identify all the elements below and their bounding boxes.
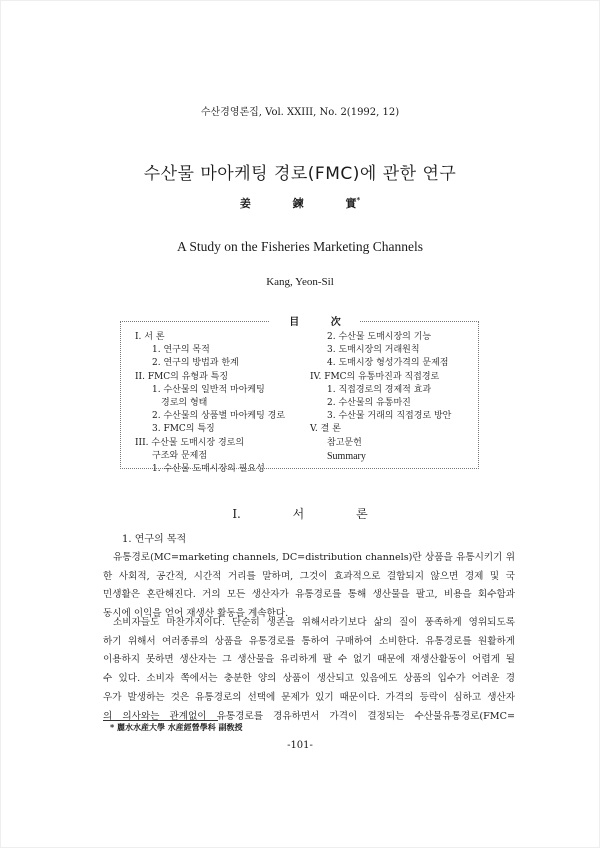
toc-item: 3. 수산물 거래의 직접경로 방안 [327,411,452,422]
author-affiliation-footnote: * 麗水水産大學 水産經營學科 副敎授 [110,722,243,732]
toc-item: 2. 수산물의 유통마진 [327,398,411,409]
toc-item: 3. FMC의 특징 [152,424,215,435]
toc-item: 2. 연구의 방법과 한계 [152,358,239,369]
toc-item: 경로의 형태 [161,398,208,409]
text-line: 유통경로(MC=marketing channels, DC=distribution channels)란 상품을 유통시키기 위 [113,552,515,563]
text-line: 동시에 이익을 얻어 재생산 활동을 계속한다. [103,608,289,620]
toc-item: 3. 도매시장의 거래원칙 [327,345,420,356]
toc-right-column [310,331,451,463]
paper-title-korean: 수산물 마아케팅 경로(FMC)에 관한 연구 [143,164,457,184]
author-english: Kang, Yeon-Sil [266,276,334,288]
toc-item: I. 서 론 [135,332,165,342]
text-line: 이용하지 못하면 생산자는 그 생산물을 유리하게 팔 수 없기 때문에 재생산활동이 어렵게 될 [103,654,515,666]
toc-item: III. 수산물 도매시장 경로의 [135,437,245,448]
toc-item: Summary [327,450,366,462]
toc-item: II. FMC의 유형과 특징 [135,371,229,382]
text-line: 의 의사와는 관계없이 유통경로를 경유하면서 가격이 결정되는 수산물유통경로(FMC= [103,710,515,722]
toc-item: 2. 수산물 도매시장의 기능 [327,332,432,342]
text-line: 수 있다. 소비자 쪽에서는 충분한 양의 상품이 생산되고 있음에도 상품의 입수가 어려운 경 [103,673,515,685]
page-number: -101- [287,740,313,751]
text-line: 민생활은 혼란해진다. 거의 모든 생산자가 유통경로를 통해 생산물을 팔고, 비용을 회수함과 [103,589,515,601]
toc-item: 1. 연구의 목적 [152,345,210,356]
body-paragraph-2 [103,614,515,726]
text-line: 한 사회적, 공간적, 시간적 거리를 말하며, 그것이 효과적으로 결합되지 않으면 경제 및 국 [103,570,515,582]
toc-item: 4. 도매시장 형성가격의 문제점 [327,358,449,369]
text-line: 하기 위해서 여러종류의 상품을 유통경로를 통하여 구매하여 소비한다. 유통경로를 원활하게 [103,635,515,647]
body-paragraph-1 [103,549,515,624]
toc-item: 2. 수산물의 상품별 마아케팅 경로 [152,411,286,422]
subsection-heading: 1. 연구의 목적 [122,534,187,545]
author-footnote-mark: * [356,195,361,205]
toc-left-column [135,331,285,476]
footnote-divider [103,720,218,721]
toc-item: 1. 직접경로의 경제적 효과 [327,384,432,395]
author-korean-name: 姜 鍊 實 [239,197,357,210]
toc-item: 참고문헌 [327,437,362,448]
toc-item: 1. 수산물 도매시장의 필요성 [152,464,265,475]
toc-item: 1. 수산물의 일반적 마아케팅 [152,384,265,395]
toc-item: 구조와 문제점 [152,450,208,461]
toc-header: 目 次 [270,313,360,328]
author-korean [0,195,600,211]
toc-item: IV. FMC의 유통마진과 직접경로 [310,371,440,382]
text-line: 우가 발생하는 것은 유통경로의 선택에 문제가 있기 때문이다. 가격의 등락이 심하고 생산자 [103,691,515,703]
text-line: 소비자들도 마찬가지이다. 단순히 생존을 위해서라기보다 삶의 질이 풍족하게 영위되도록 [113,617,515,628]
journal-header: 수산경영론집, Vol. XXIII, No. 2(1992, 12) [200,107,400,118]
paper-title-english: A Study on the Fisheries Marketing Channels [177,239,423,254]
section-heading: I. 서 론 [232,507,368,521]
toc-item: V. 결 론 [310,424,341,435]
